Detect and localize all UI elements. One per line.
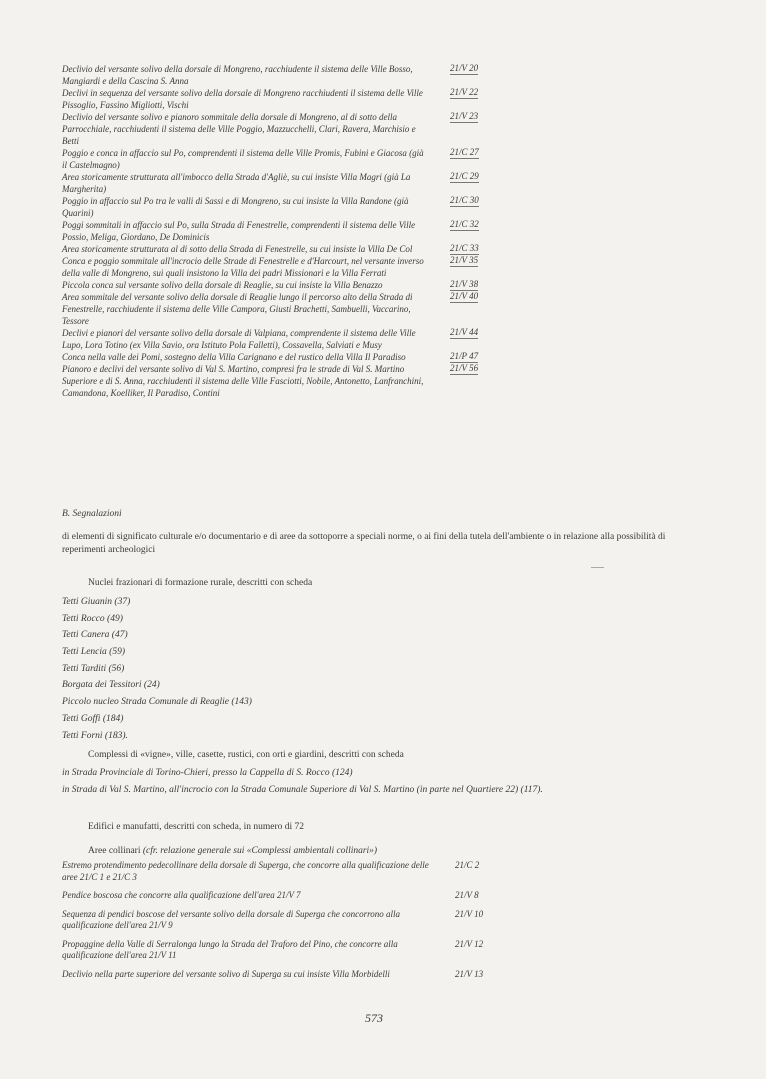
aree-code: 21/V 10 [455,908,484,919]
nucleo-item: Piccolo nucleo Strada Comunale di Reaglie (143) [62,697,252,708]
area-code: 21/V 56 [450,363,479,373]
aree-code: 21/C 2 [455,860,480,870]
aree-code: 21/V 12 [455,938,484,949]
nuclei-heading: Nuclei frazionari di formazione rurale, descritti con scheda [88,578,313,588]
nuclei-list [62,597,252,747]
area-entry [62,147,504,171]
area-code: 21/C 29 [450,171,479,181]
aree-description: Estremo protendimento pedecollinare della dorsale di Superga, che concorre alla qualificazione delle aree 21/C 1 e 21/C 3 [62,860,429,882]
edifici-text: Edifici e manufatti, descritti con scheda, in numero di 72 [88,822,305,832]
area-code: 21/V 38 [450,279,479,289]
area-description: Piccola conca sul versante solivo della dorsale di Reaglie, su cui insiste la Villa Benazzo [62,280,383,290]
complesso-item: in Strada di Val S. Martino, all'incrocio con la Strada Comunale Superiore di Val S. Martino (in parte nel Quartiere 22) (117). [62,785,543,795]
complessi-heading: Complessi di «vigne», ville, casette, rustici, con orti e giardini, descritti con scheda [88,750,404,760]
area-entry [62,255,504,279]
area-entry [62,291,504,327]
area-code: 21/V 44 [450,327,479,337]
area-description: Conca nella valle dei Pomi, sostegno della Villa Carignano e del rustico della Villa Il Paradiso [62,352,406,362]
area-entry [62,219,504,243]
complessi-list [62,767,722,801]
aree-entry [62,939,522,962]
aree-list [62,860,522,987]
area-description: Poggi sommitali in affaccio sul Po, sulla Strada di Fenestrelle, comprendenti il sistema delle Ville Possio, Meliga, Giordano, De Dominicis [62,220,416,242]
area-code: 21/V 22 [450,87,479,97]
area-description: Poggio e conca in affaccio sul Po, comprendenti il sistema delle Ville Promis, Fubini e Giacosa (già il Castelmagno) [62,148,424,170]
area-description: Poggio in affaccio sul Po tra le valli di Sassi e di Mongreno, su cui insiste la Villa Randone (già Quarini) [62,196,409,218]
area-code: 21/V 40 [450,291,479,301]
area-code: 21/C 33 [450,243,479,253]
area-code: 21/V 20 [450,63,479,73]
area-description: Conca e poggio sommitale all'incrocio delle Strade di Fenestrelle e d'Harcourt, nel versante inverso della valle di Mongreno, sui quali insistono la Villa dei padri Missionari e la Villa Ferrati [62,256,424,278]
area-description: Declivio del versante solivo della dorsale di Mongreno, racchiudente il sistema delle Ville Bosso, Mangiardi e della Cascina S. Anna [62,64,413,86]
aree-description: Declivio nella parte superiore del versante solivo di Superga su cui insiste Villa Morbidelli [62,968,390,979]
nucleo-item: Tetti Goffi (184) [62,713,124,724]
area-entry [62,195,504,219]
area-description: Area storicamente strutturata al di sotto della Strada di Fenestrelle, su cui insiste la Villa De Col [62,244,413,254]
area-entry [62,351,504,363]
area-entry [62,63,504,87]
aree-description: Pendice boscosa che concorre alla qualificazione dell'area 21/V 7 [62,890,301,900]
area-list [62,63,504,399]
area-entry [62,243,504,255]
area-entry [62,111,504,147]
area-entry [62,279,504,291]
nucleo-item: Tetti Canera (47) [62,630,128,641]
section-b-title: B. Segnalazioni [62,509,122,519]
divider [591,567,604,568]
aree-entry [62,909,522,932]
area-code: 21/V 35 [450,255,479,265]
area-code: 21/P 47 [450,351,479,361]
area-description: Declivio del versante solivo e pianoro sommitale della dorsale di Mongreno, al di sotto della Parrocchiale, racchiudenti il sistema delle Ville Poggio, Mazzucchelli, Clari, Ravera, Marchisio e Betti [62,112,416,146]
nucleo-item: Borgata dei Tessitori (24) [62,680,160,691]
page-number: 573 [365,1011,383,1025]
aree-entry [62,890,522,902]
area-description: Pianoro e declivi del versante solivo di Val S. Martino, compresi fra le strade di Val S. Martino Superiore e di S. Anna, racchiudenti il sistema delle Ville Fasciotti, Nobile, Antonetto, Lanfranchini, Camandona, Koelliker, Il Paradiso, Contini [62,364,424,398]
aree-description: Sequenza di pendici boscose del versante solivo della dorsale di Superga che concorrono alla qualificazione dell'area 21/V 9 [62,908,401,930]
aree-heading [88,846,377,856]
aree-heading-prefix: Aree collinari [88,846,141,856]
aree-entry [62,969,522,981]
area-entry [62,327,504,351]
area-entry [62,87,504,111]
complesso-item: in Strada Provinciale di Torino-Chieri, presso la Cappella di S. Rocco (124) [62,768,353,778]
aree-code: 21/V 13 [455,968,484,979]
area-description: Declivi in sequenza del versante solivo della dorsale di Mongreno racchiudenti il sistema delle Ville Pissoglio, Fassino Migliotti, Vischi [62,88,423,110]
nucleo-item: Tetti Giuanin (37) [62,597,131,607]
area-entry [62,363,504,399]
nucleo-item: Tetti Tarditi (56) [62,663,125,674]
area-description: Declivi e pianori del versante solivo della dorsale di Valpiana, comprendente il sistema delle Ville Lupo, Lora Totino (ex Villa Savio, ora Istituto Pola Falletti), Cossavella, Salviati e Musy [62,328,416,350]
area-description: Area sommitale del versante solivo della dorsale di Reaglie lungo il percorso alto della Strada di Fenestrelle, racchiudente il sistema delle Ville Campora, Giusti Brachetti, Sambuelli, Vaccarino, Tessore [62,292,413,326]
aree-entry [62,860,522,883]
aree-description: Propaggine della Valle di Serralonga lungo la Strada del Traforo del Pino, che concorre alla qualificazione dell'area 21/V 11 [62,938,398,960]
aree-code: 21/V 8 [455,890,479,900]
area-code: 21/V 23 [450,111,479,121]
nucleo-item: Tetti Rocco (49) [62,613,123,624]
area-description: Area storicamente strutturata all'imbocco della Strada d'Agliè, su cui insiste Villa Magri (già La Margherita) [62,172,411,194]
nucleo-item: Tetti Forni (183). [62,730,128,741]
aree-heading-rest: (cfr. relazione generale sui «Complessi ambientali collinari») [142,846,378,856]
area-code: 21/C 32 [450,219,479,229]
section-b-intro: di elementi di significato culturale e/o documentario e di aree da sottoporre a speciali norme, o ai fini della tutela dell'ambiente o in relazione alla possibilità di reperimenti archeologici [62,532,666,555]
area-entry [62,171,504,195]
area-code: 21/C 27 [450,147,479,157]
area-code: 21/C 30 [450,195,479,205]
nucleo-item: Tetti Lencia (59) [62,647,125,658]
